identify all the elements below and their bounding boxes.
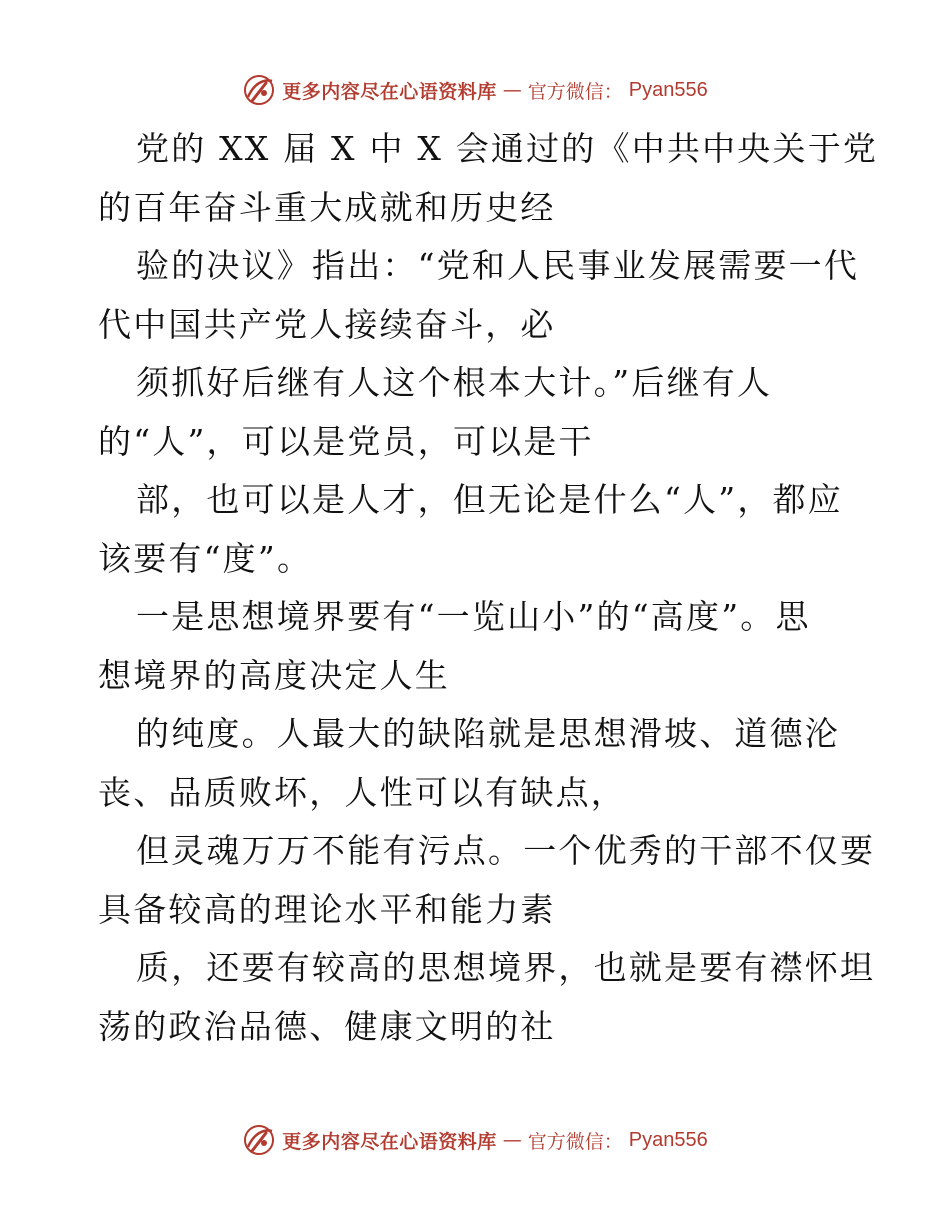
body-line: 部，也可以是人才，但无论是什么“人”，都应	[136, 480, 843, 519]
body-line: 该要有“度”。	[98, 538, 313, 578]
body-line: 代中国共产党人接续奋斗，必	[98, 304, 556, 344]
header-separator: —	[502, 79, 522, 101]
body-line: 的“人”，可以是党员，可以是干	[98, 421, 594, 461]
body-line: 须抓好后继有人这个根本大计。”后继有人	[136, 363, 773, 402]
body-line: 具备较高的理论水平和能力素	[98, 889, 556, 929]
body-line: 质，还要有较高的思想境界，也就是要有襟怀坦	[136, 948, 876, 987]
body-line: 但灵魂万万不能有污点。一个优秀的干部不仅要	[136, 831, 876, 870]
body-line: 验的决议》指出：“党和人民事业发展需要一代	[136, 246, 860, 285]
body-line: 丧、品质败坏，人性可以有缺点，	[98, 772, 626, 812]
body-line: 的纯度。人最大的缺陷就是思想滑坡、道德沦	[136, 714, 840, 753]
body-line: 想境界的高度决定人生	[98, 655, 450, 695]
document-body	[98, 120, 879, 1056]
body-line: 一是思想境界要有“一览山小”的“高度”。思	[136, 597, 811, 636]
header-brand-text: 更多内容尽在心语资料库	[282, 80, 497, 103]
header-wechat-id: Pyan556	[628, 78, 708, 101]
pen-logo-icon	[242, 1123, 276, 1157]
footer-separator: —	[502, 1129, 522, 1151]
body-line: 的百年奋斗重大成就和历史经	[98, 187, 556, 227]
body-line: 党的 XX 届 X 中 X 会通过的《中共中央关于党	[136, 129, 879, 168]
header-banner	[0, 70, 950, 110]
footer-wechat-label: 官方微信：	[527, 1130, 623, 1153]
footer-wechat-id: Pyan556	[628, 1128, 708, 1151]
body-line: 荡的政治品德、健康文明的社	[98, 1006, 556, 1046]
header-wechat-label: 官方微信：	[527, 80, 623, 103]
pen-logo-icon	[242, 73, 276, 107]
footer-brand-text: 更多内容尽在心语资料库	[282, 1130, 497, 1153]
footer-banner	[0, 1120, 950, 1160]
